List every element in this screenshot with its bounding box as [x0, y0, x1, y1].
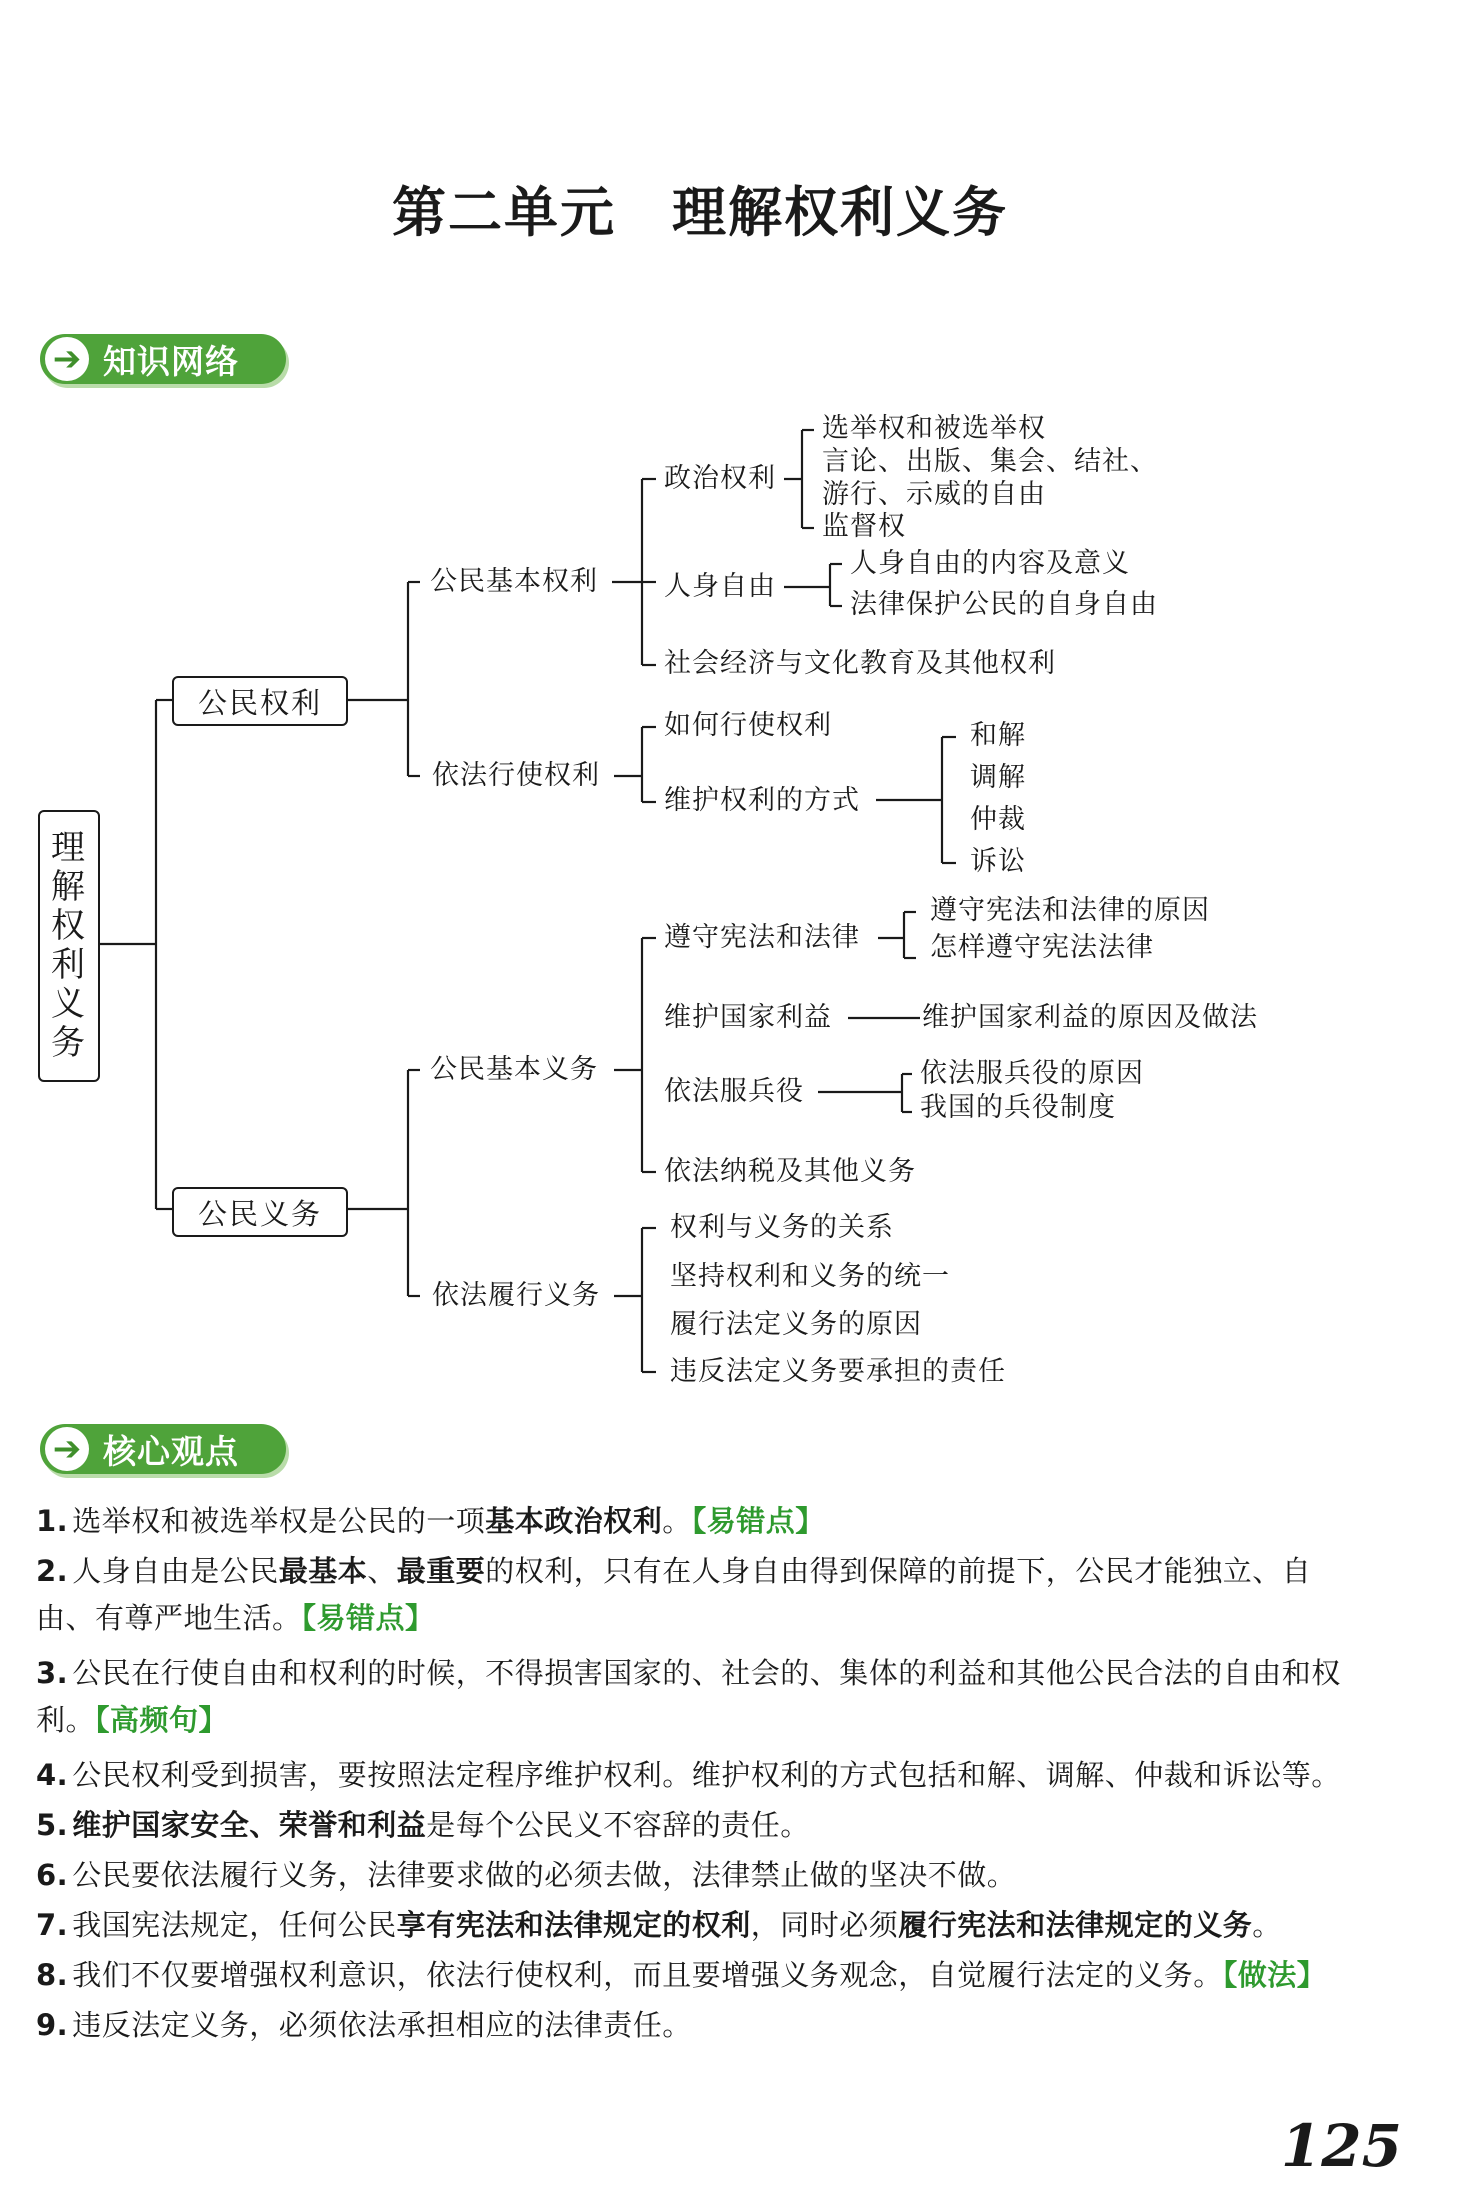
- section-badge-core: [40, 1424, 286, 1474]
- node-obey: 遵守宪法和法律: [664, 922, 860, 953]
- node-fulfill-item: 坚持权利和义务的统一: [670, 1261, 950, 1292]
- core-point-number: 3.: [36, 1656, 69, 1690]
- core-point-text: ，同时必须: [750, 1908, 899, 1942]
- core-point-tag: 【高频句】: [95, 1703, 229, 1737]
- node-national-item: 维护国家利益的原因及做法: [922, 1002, 1258, 1033]
- section-badge-label: 核心观点: [103, 1431, 239, 1471]
- node-social: 社会经济与文化教育及其他权利: [664, 648, 1056, 679]
- node-ways: 维护权利的方式: [664, 785, 860, 816]
- core-point-emphasis: 享有宪法和法律规定的权利: [396, 1908, 751, 1942]
- node-way-item: 仲裁: [970, 804, 1026, 835]
- core-point-text: 我国宪法规定，任何公民: [72, 1908, 397, 1942]
- node-fulfill-item: 违反法定义务要承担的责任: [670, 1356, 1006, 1387]
- core-point-text: 人身自由是公民: [72, 1554, 279, 1588]
- section-badge-label: 知识网络: [103, 341, 239, 381]
- core-point: [36, 1548, 1366, 1642]
- core-point: [36, 2002, 1366, 2049]
- arrow-right-icon: ➔: [45, 337, 89, 381]
- root-char: 务: [51, 1023, 87, 1063]
- core-point-number: 2.: [36, 1554, 69, 1588]
- node-military: 依法服兵役: [664, 1076, 804, 1107]
- core-point-text: 公民权利受到损害，要按照法定程序维护权利。维护权利的方式包括和解、调解、仲裁和诉讼等。: [72, 1758, 1341, 1792]
- core-point-tag: 【易错点】: [301, 1601, 435, 1635]
- root-char: 义: [51, 984, 87, 1024]
- node-how: 如何行使权利: [664, 710, 832, 741]
- core-point-text: 、: [367, 1554, 397, 1588]
- core-point-number: 8.: [36, 1958, 69, 1992]
- root-char: 权: [51, 906, 87, 946]
- node-exercise: 依法行使权利: [432, 760, 600, 791]
- core-point-number: 6.: [36, 1858, 69, 1892]
- core-point-emphasis: 最基本: [278, 1554, 368, 1588]
- node-rights: 公民权利: [172, 676, 348, 726]
- node-political-item: 言论、出版、集会、结社、: [822, 446, 1158, 477]
- node-basic-duties: 公民基本义务: [430, 1054, 598, 1085]
- node-fulfill: 依法履行义务: [432, 1280, 600, 1311]
- core-point-text: 。: [1252, 1908, 1282, 1942]
- node-political: 政治权利: [664, 463, 776, 494]
- core-point-text: 公民要依法履行义务，法律要求做的必须去做，法律禁止做的坚决不做。: [72, 1858, 1017, 1892]
- core-point: [36, 1650, 1366, 1744]
- core-point-number: 5.: [36, 1808, 69, 1842]
- node-way-item: 诉讼: [970, 846, 1026, 877]
- core-point-number: 1.: [36, 1504, 69, 1538]
- core-point-text: 我们不仅要增强权利意识，依法行使权利，而且要增强义务观念，自觉履行法定的义务。: [72, 1958, 1223, 1992]
- node-duties: 公民义务: [172, 1187, 348, 1237]
- core-point-number: 9.: [36, 2008, 69, 2042]
- core-point-text: 选举权和被选举权是公民的一项: [72, 1504, 486, 1538]
- node-obey-item: 遵守宪法和法律的原因: [930, 895, 1210, 926]
- core-point-tag: 【易错点】: [691, 1504, 825, 1538]
- node-national: 维护国家利益: [664, 1002, 832, 1033]
- node-personal-item: 人身自由的内容及意义: [850, 548, 1130, 579]
- core-point-tag: 【做法】: [1222, 1958, 1327, 1992]
- core-point-emphasis: 基本政治权利: [485, 1504, 663, 1538]
- core-point-emphasis: 最重要: [396, 1554, 486, 1588]
- core-point-text: 违反法定义务，必须依法承担相应的法律责任。: [72, 2008, 692, 2042]
- core-point: [36, 1952, 1366, 1999]
- node-military-item: 我国的兵役制度: [920, 1092, 1116, 1123]
- node-political-item: 监督权: [822, 511, 906, 542]
- node-basic-rights: 公民基本权利: [430, 566, 598, 597]
- page-title: 第二单元 理解权利义务: [392, 180, 1008, 244]
- core-point-emphasis: 履行宪法和法律规定的义务: [898, 1908, 1253, 1942]
- node-political-item: 选举权和被选举权: [822, 413, 1046, 444]
- core-point: [36, 1902, 1366, 1949]
- node-obey-item: 怎样遵守宪法法律: [930, 932, 1154, 963]
- node-way-item: 和解: [970, 720, 1026, 751]
- node-fulfill-item: 履行法定义务的原因: [670, 1309, 922, 1340]
- root-char: 理: [51, 828, 87, 868]
- core-point-number: 7.: [36, 1908, 69, 1942]
- core-point: [36, 1498, 1366, 1545]
- core-point: [36, 1852, 1366, 1899]
- node-way-item: 调解: [970, 762, 1026, 793]
- node-personal: 人身自由: [664, 571, 776, 602]
- core-point-text: 的权利，只有在人身自由得到保障的前提下，公民才能独立、自由、有尊严地生活。: [36, 1554, 1312, 1635]
- core-point-text: 是每个公民义不容辞的责任。: [426, 1808, 810, 1842]
- core-point-text: 。: [662, 1504, 692, 1538]
- core-point: [36, 1802, 1366, 1849]
- root-char: 利: [51, 945, 87, 985]
- core-point-number: 4.: [36, 1758, 69, 1792]
- root-node: [38, 810, 100, 1082]
- node-personal-item: 法律保护公民的自身自由: [850, 589, 1158, 620]
- core-point-text: 公民在行使自由和权利的时候，不得损害国家的、社会的、集体的利益和其他公民合法的自由和权利。: [36, 1656, 1341, 1737]
- core-point-emphasis: 维护国家安全、荣誉和利益: [72, 1808, 427, 1842]
- node-tax: 依法纳税及其他义务: [664, 1156, 916, 1187]
- node-political-item: 游行、示威的自由: [822, 479, 1046, 510]
- root-char: 解: [51, 867, 87, 907]
- page-number: 125: [1280, 2112, 1402, 2180]
- node-fulfill-item: 权利与义务的关系: [670, 1212, 894, 1243]
- core-point: [36, 1752, 1366, 1799]
- node-military-item: 依法服兵役的原因: [920, 1058, 1144, 1089]
- arrow-right-icon: ➔: [45, 1427, 89, 1471]
